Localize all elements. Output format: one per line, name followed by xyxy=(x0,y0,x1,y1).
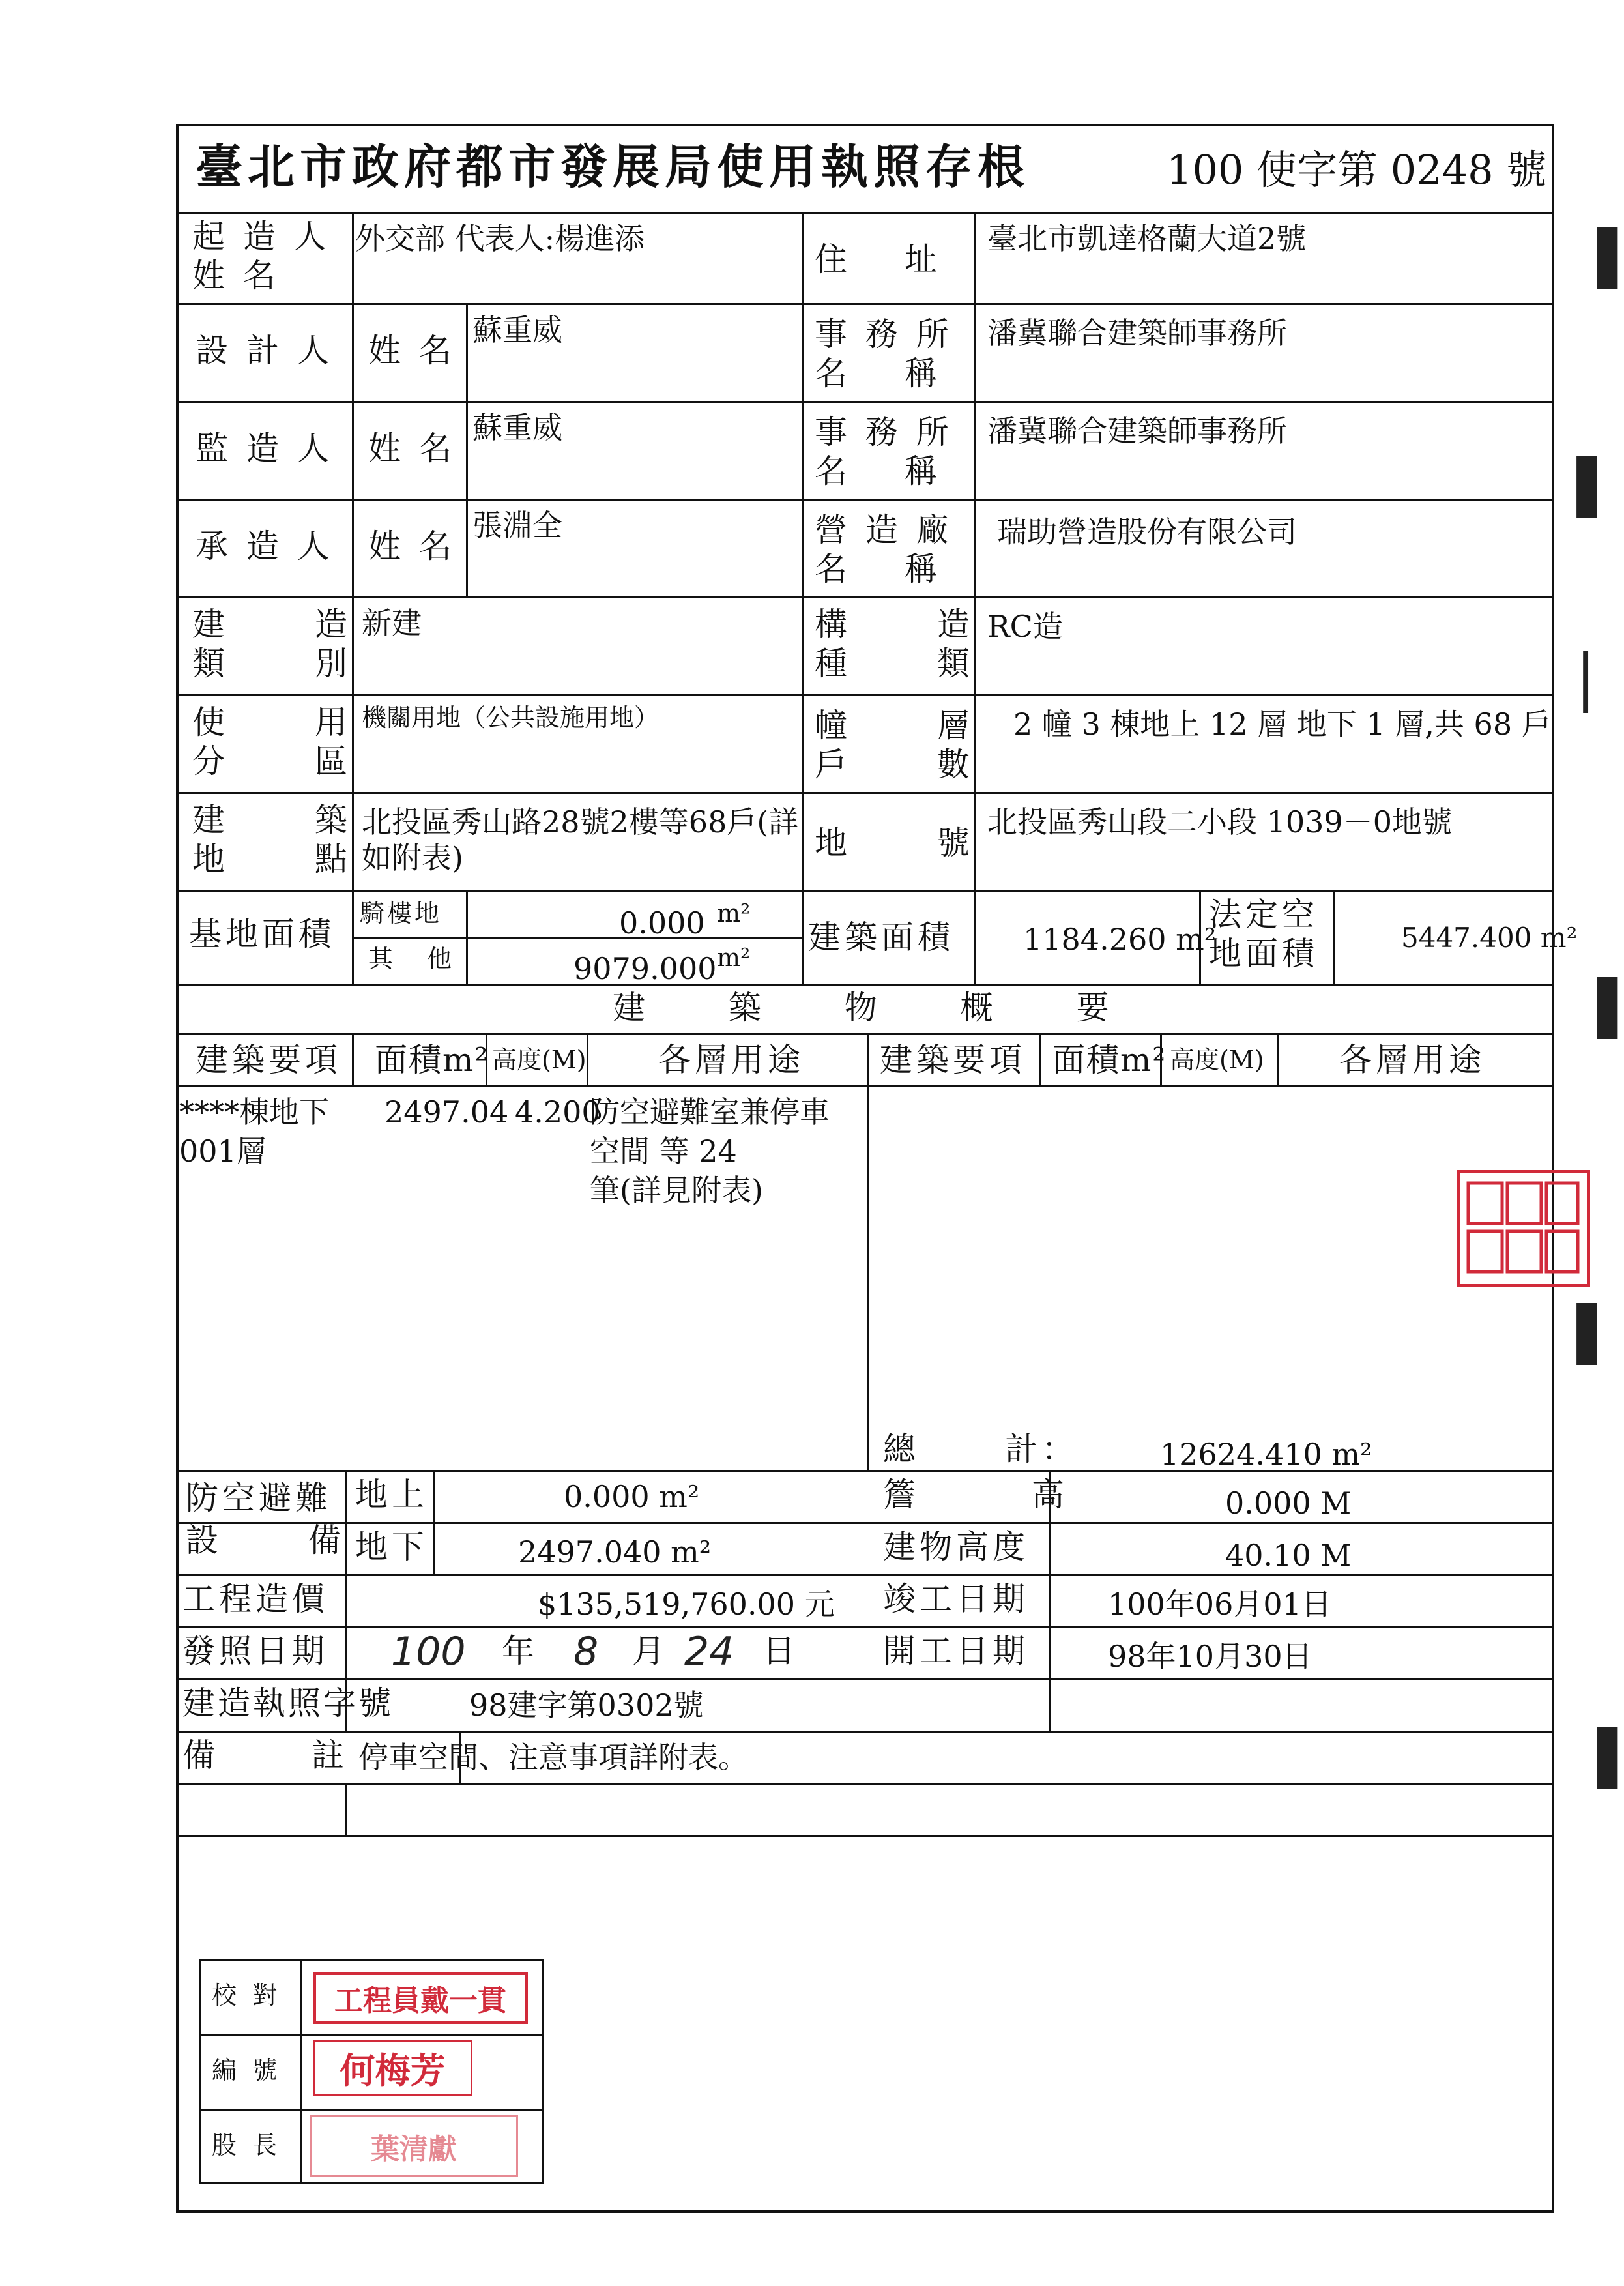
edge-fragment-5: ▌ xyxy=(1577,1304,1617,1364)
structure-value: RC造 xyxy=(987,609,1063,644)
contractor-label: 承 造 人 xyxy=(196,527,334,565)
units-label: 幢 層 xyxy=(815,707,974,744)
form-title: 臺北市政府都市發展局使用執照存根 xyxy=(196,139,1030,194)
issue-month: 8 xyxy=(573,1629,599,1675)
header-area-2: 面積m² xyxy=(1052,1041,1167,1079)
cost-label: 工程造價 xyxy=(182,1580,328,1618)
zoning-value: 機關用地（公共設施用地） xyxy=(362,703,660,732)
total-label: 總 計： xyxy=(883,1430,1079,1468)
cost-value: $135,519,760.00 元 xyxy=(538,1587,835,1622)
chief-stamp: 葉清獻 xyxy=(310,2115,518,2177)
owner-label: 起 造 人 xyxy=(192,218,330,256)
owner-address-label: 住 址 xyxy=(815,241,941,278)
edge-fragment-2: ▌ xyxy=(1577,456,1617,517)
completion-value: 100年06月01日 xyxy=(1108,1587,1331,1622)
contractor-firm-label: 營 造 廠 xyxy=(815,511,953,549)
chief-label: 股 長 xyxy=(212,2131,282,2160)
header-height-2: 高度(M) xyxy=(1170,1046,1264,1074)
row-height: 4.200 xyxy=(515,1094,601,1130)
supervisor-office-label: 事 務 所 xyxy=(815,413,953,451)
completion-label: 竣工日期 xyxy=(883,1580,1029,1618)
edge-fragment-4: ▐ xyxy=(1577,978,1617,1038)
header-area: 面積m² xyxy=(375,1041,489,1079)
eave-label: 簷 高 xyxy=(883,1476,1068,1514)
designer-office-label: 事 務 所 xyxy=(815,315,953,353)
other-value: 9079.000 xyxy=(573,951,717,986)
supervisor-name-label: 姓 名 xyxy=(368,430,456,467)
owner-value: 外交部 代表人:楊進添 xyxy=(355,221,645,256)
build-type-label: 建 造 xyxy=(192,606,351,643)
remarks-value: 停車空間、注意事項詳附表。 xyxy=(358,1740,748,1775)
permit-number: 100 使字第 0248 號 xyxy=(1167,146,1547,194)
issue-month-unit: 月 xyxy=(632,1632,669,1670)
zoning-label: 使 用 xyxy=(192,703,351,741)
contractor-firm: 瑞助營造股份有限公司 xyxy=(997,514,1297,550)
site-value: 北投區秀山路28號2樓等68戶(詳 xyxy=(362,804,799,840)
site-label-2: 地 點 xyxy=(192,840,351,878)
open-area-label: 法定空 xyxy=(1209,896,1318,933)
floor-area-label: 建築面積 xyxy=(808,918,954,956)
supervisor-name: 蘇重威 xyxy=(472,410,562,445)
checker-stamp: 工程員戴一貫 xyxy=(313,1972,528,2024)
lot-value: 北投區秀山段二小段 1039－0地號 xyxy=(987,804,1452,840)
header-item: 建築要項 xyxy=(196,1041,341,1079)
header-use: 各層用途 xyxy=(658,1041,804,1079)
eave-value: 0.000 M xyxy=(1225,1486,1352,1521)
floor-area-value: 1184.260 m² xyxy=(1023,922,1217,957)
building-height-label: 建物高度 xyxy=(883,1528,1029,1566)
designer-name-label: 姓 名 xyxy=(368,332,456,370)
header-use-2: 各層用途 xyxy=(1339,1041,1485,1079)
other-unit: m² xyxy=(717,943,751,972)
site-label: 建 築 xyxy=(192,801,351,839)
structure-label: 構 造 xyxy=(815,606,974,643)
designer-office: 潘冀聯合建築師事務所 xyxy=(987,315,1287,351)
site-value-2: 如附表) xyxy=(362,840,463,875)
header-height: 高度(M) xyxy=(492,1046,587,1074)
owner-address-value: 臺北市凱達格蘭大道2號 xyxy=(987,221,1307,256)
owner-name-label: 姓 名 xyxy=(192,257,280,295)
zoning-label-2: 分 區 xyxy=(192,742,351,780)
issue-date-label: 發照日期 xyxy=(182,1632,328,1670)
seal-pattern-icon xyxy=(1463,1177,1584,1281)
remarks-label: 備 註 xyxy=(182,1736,348,1774)
designer-name: 蘇重威 xyxy=(472,312,562,347)
edge-fragment-6: ▐ xyxy=(1577,1727,1617,1788)
contractor-firm-label-2: 名 稱 xyxy=(815,550,941,588)
header-item-2: 建築要項 xyxy=(880,1041,1026,1079)
total-value: 12624.410 m² xyxy=(1160,1437,1372,1472)
start-date-value: 98年10月30日 xyxy=(1108,1639,1312,1674)
number-stamp: 何梅芳 xyxy=(313,2040,472,2096)
building-permit-value: 98建字第0302號 xyxy=(469,1688,704,1723)
site-area-label: 基地面積 xyxy=(189,915,335,953)
arcade-label: 騎樓地 xyxy=(360,899,442,928)
open-area-value: 5447.400 m² xyxy=(1401,922,1578,954)
other-label: 其 他 xyxy=(368,945,465,973)
supervisor-label: 監 造 人 xyxy=(196,430,334,467)
row-use-3: 筆(詳見附表) xyxy=(590,1173,763,1208)
issue-year-unit: 年 xyxy=(502,1632,538,1670)
designer-label: 設 計 人 xyxy=(196,332,334,370)
row-use: 防空避難室兼停車 xyxy=(590,1094,830,1130)
units-value: 2 幢 3 棟地上 12 層 地下 1 層,共 68 戶 xyxy=(1013,707,1552,742)
issue-day-unit: 日 xyxy=(762,1632,799,1670)
supervisor-office: 潘冀聯合建築師事務所 xyxy=(987,413,1287,448)
above-value: 0.000 m² xyxy=(564,1479,700,1514)
summary-title: 建 築 物 概 要 xyxy=(613,989,1113,1027)
edge-fragment-3: ▏ xyxy=(1584,652,1624,712)
start-date-label: 開工日期 xyxy=(883,1632,1029,1670)
check-label: 校 對 xyxy=(212,1981,282,2010)
build-type-value: 新建 xyxy=(362,606,422,641)
arcade-unit: m² xyxy=(717,899,751,928)
above-label: 地上 xyxy=(355,1476,428,1514)
contractor-name-label: 姓 名 xyxy=(368,527,456,565)
below-label: 地下 xyxy=(355,1528,428,1566)
arcade-value: 0.000 xyxy=(619,905,705,941)
building-permit-label: 建造執照字號 xyxy=(182,1684,394,1722)
lot-label: 地 號 xyxy=(815,824,974,862)
supervisor-office-label-2: 名 稱 xyxy=(815,452,941,490)
row-item: ****棟地下 xyxy=(179,1094,329,1130)
shelter-label-2: 設 備 xyxy=(186,1521,345,1559)
edge-fragment-1: ▐ xyxy=(1577,228,1617,289)
below-value: 2497.040 m² xyxy=(518,1534,712,1570)
shelter-label: 防空避難 xyxy=(186,1479,332,1517)
build-type-label-2: 類 別 xyxy=(192,645,351,682)
contractor-name: 張淵全 xyxy=(472,508,562,543)
structure-label-2: 種 類 xyxy=(815,645,974,682)
row-area: 2497.04 xyxy=(384,1094,509,1130)
official-seal-icon xyxy=(1457,1170,1590,1287)
row-item-2: 001層 xyxy=(179,1134,267,1169)
designer-office-label-2: 名 稱 xyxy=(815,355,941,392)
issue-year: 100 xyxy=(391,1629,466,1675)
units-label-2: 戶 數 xyxy=(815,746,974,784)
row-use-2: 空間 等 24 xyxy=(590,1134,737,1169)
issue-day: 24 xyxy=(684,1629,734,1675)
open-area-label-2: 地面積 xyxy=(1209,935,1318,973)
number-label: 編 號 xyxy=(212,2056,282,2085)
building-height-value: 40.10 M xyxy=(1225,1538,1352,1573)
